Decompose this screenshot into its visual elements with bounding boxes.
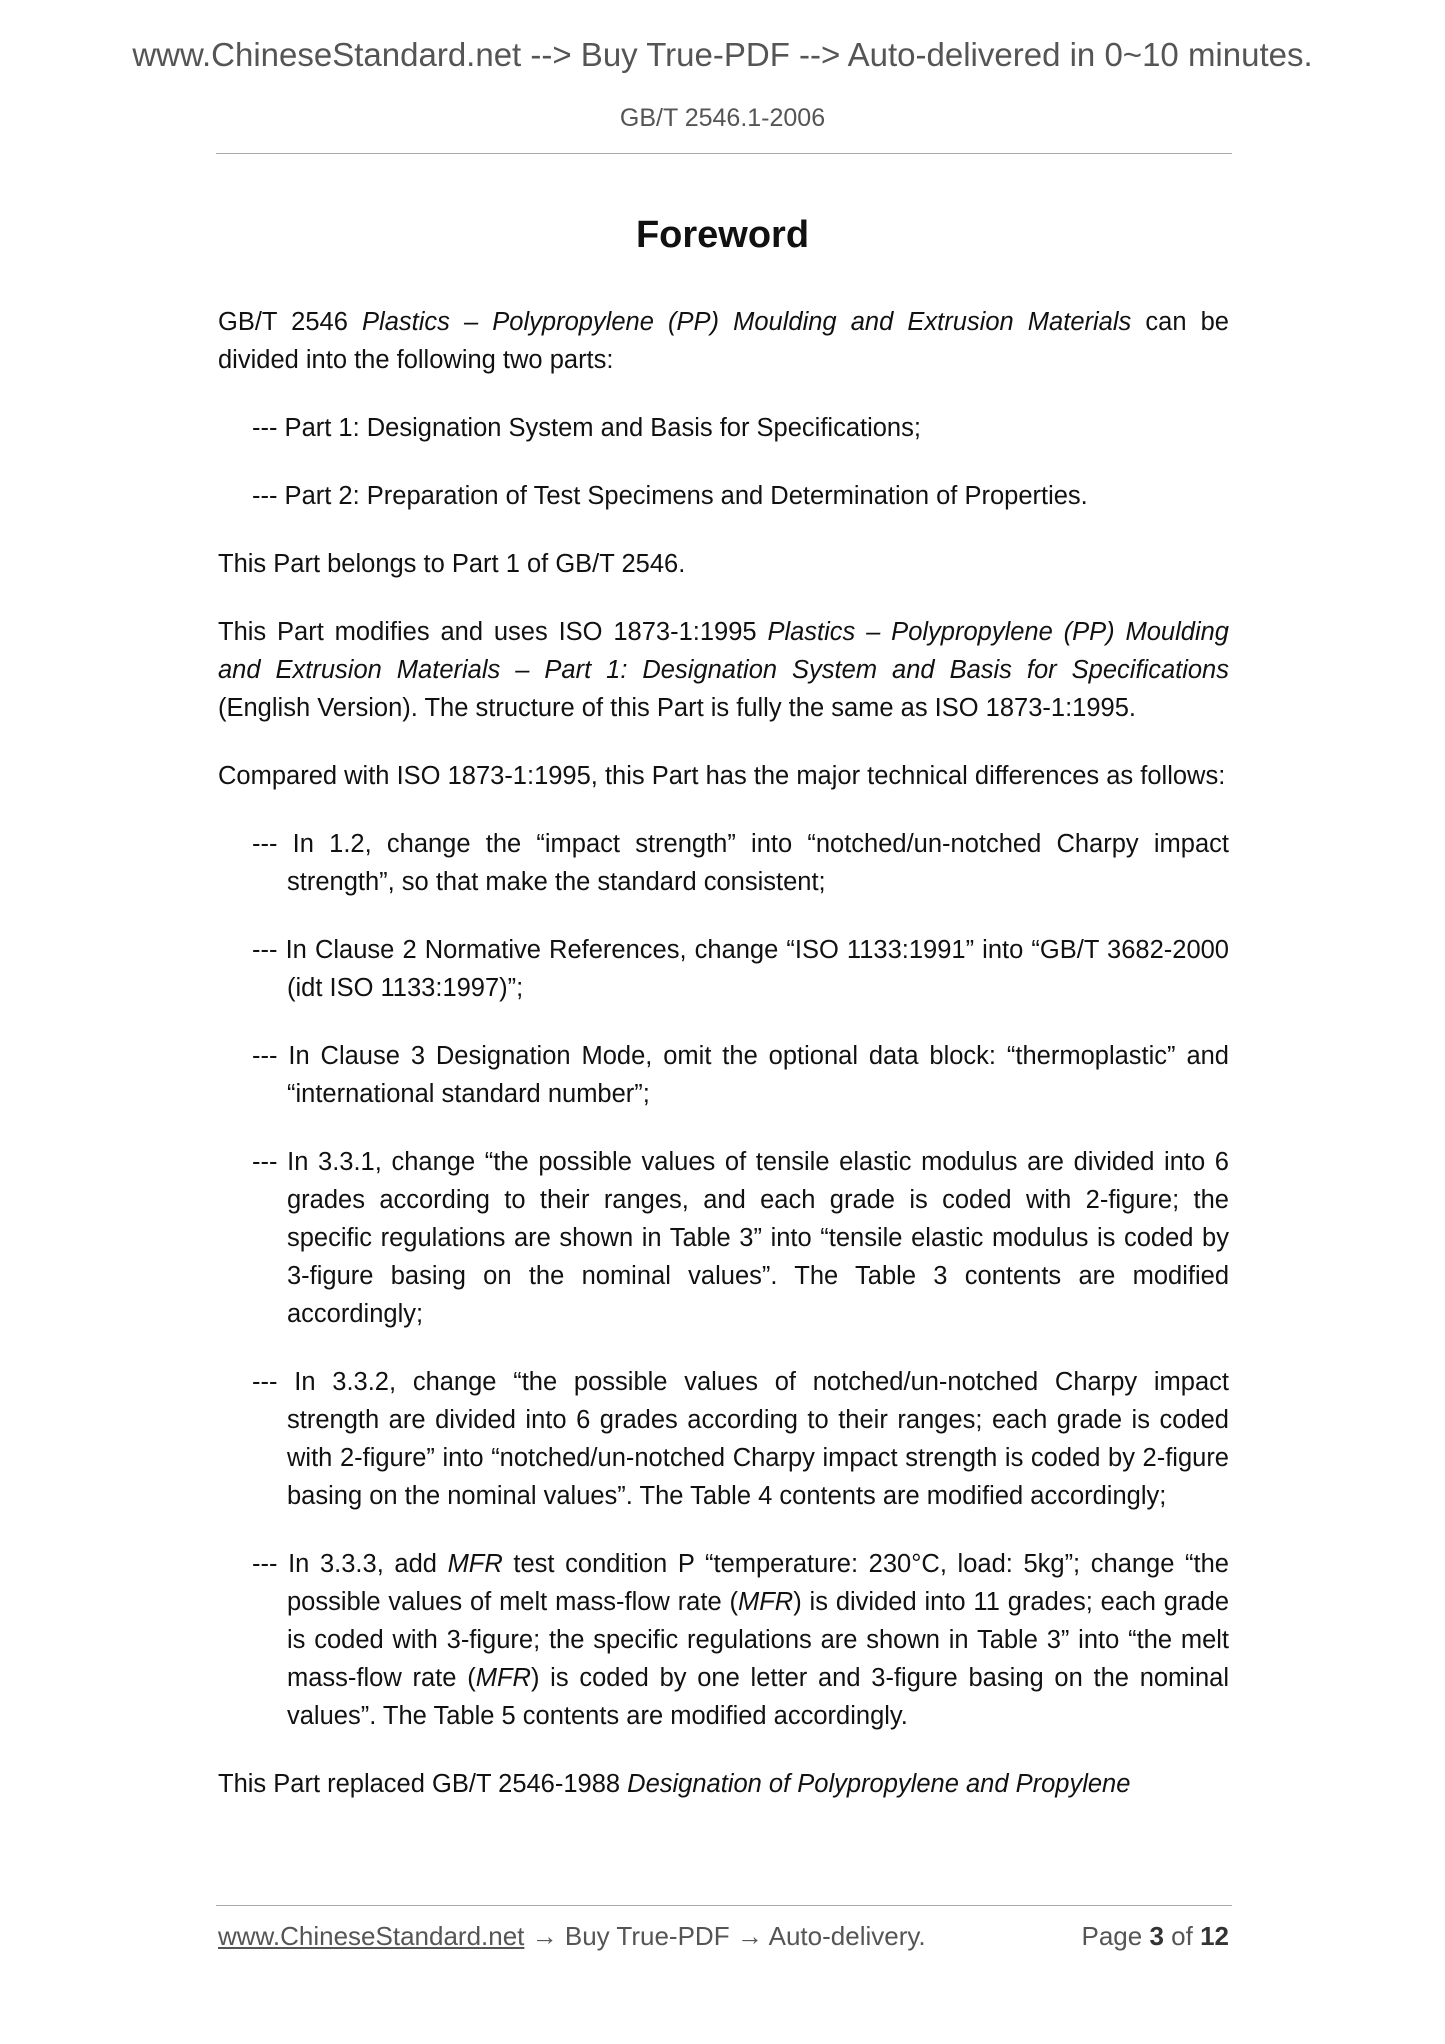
- text-span: ) is divided into 11 grades; each grade is coded with 3-figure; the specific regulations are shown in Table 3” into “the melt mass-flow rate (: [287, 1588, 1229, 1692]
- page-footer: [218, 1921, 1229, 1957]
- mfr-abbrev: MFR: [447, 1550, 503, 1578]
- standard-title: Plastics – Polypropylene (PP) Moulding and Extrusion Materials: [362, 308, 1132, 336]
- list-item-part2: --- Part 2: Preparation of Test Specimens and Determination of Properties.: [252, 482, 1088, 510]
- text-span: can be divided into the following two parts:: [218, 308, 1229, 374]
- page-title: Foreword: [635, 214, 810, 256]
- difference-item-2: --- In Clause 2 Normative References, change “ISO 1133:1991” into “GB/T 3682-2000 (idt ISO 1133:1997)”;: [252, 936, 1229, 1002]
- mfr-abbrev: MFR: [475, 1664, 531, 1692]
- page-number: [1081, 1921, 1229, 1952]
- text-span: --- In 3.3.3, add: [252, 1550, 448, 1578]
- page-label: Page: [1081, 1921, 1143, 1951]
- text-span: This Part replaced GB/T 2546-1988: [218, 1770, 628, 1798]
- website-link[interactable]: www.ChineseStandard.net: [218, 1921, 525, 1951]
- of-label: of: [1171, 1921, 1193, 1951]
- document-body: [218, 303, 1229, 1803]
- footer-delivery-text: Auto-delivery.: [768, 1921, 926, 1951]
- text-span: (English Version). The structure of this Part is fully the same as ISO 1873-1:1995.: [218, 694, 1136, 722]
- text-span: test condition P “temperature: 230°C, load: 5kg”; change “the possible values of melt mass-flow rate (: [287, 1550, 1229, 1616]
- mfr-abbrev: MFR: [737, 1588, 794, 1616]
- difference-item-1: --- In 1.2, change the “impact strength” into “notched/un-notched Charpy impact strength”, so that make the standard consistent;: [252, 830, 1229, 896]
- total-pages: 12: [1200, 1921, 1229, 1951]
- difference-item-6: [218, 1545, 1229, 1735]
- compared-paragraph: Compared with ISO 1873-1:1995, this Part has the major technical differences as follows:: [218, 762, 1226, 790]
- arrow-icon: →: [531, 1921, 558, 1951]
- top-banner: www.ChineseStandard.net --> Buy True-PDF --> Auto-delivered in 0~10 minutes.: [132, 36, 1313, 73]
- text-span: ) is coded by one letter and 3-figure basing on the nominal values”. The Table 5 contents are modified accordingly.: [287, 1664, 1229, 1730]
- footer-promo: [218, 1921, 926, 1952]
- text-span: This Part modifies and uses ISO 1873-1:1995: [218, 618, 768, 646]
- footer-buy-text: Buy True-PDF: [564, 1921, 730, 1951]
- modifies-paragraph: [218, 613, 1229, 727]
- replaced-standard-title: Designation of Polypropylene and Propylene: [627, 1770, 1131, 1798]
- arrow-icon: →: [736, 1921, 763, 1951]
- current-page: 3: [1149, 1921, 1164, 1951]
- header-divider: [216, 153, 1232, 154]
- difference-item-5: --- In 3.3.2, change “the possible values of notched/un-notched Charpy impact strength are divided into 6 grades according to their ranges; each grade is coded with 2-figure” into “notched/un-notched Charpy impact strength is coded by 2-figure basing on the nominal values”. The Table 4 contents are modified accordingly;: [252, 1368, 1229, 1510]
- intro-paragraph: [218, 303, 1229, 379]
- difference-item-3: --- In Clause 3 Designation Mode, omit the optional data block: “thermoplastic” and “international standard number”;: [252, 1042, 1229, 1108]
- iso-title: Plastics – Polypropylene (PP) Moulding and Extrusion Materials – Part 1: Designation System and Basis for Specifications: [218, 618, 1229, 684]
- footer-divider: [216, 1905, 1232, 1906]
- difference-item-4: --- In 3.3.1, change “the possible values of tensile elastic modulus are divided into 6 grades according to their ranges, and each grade is coded with 2-figure; the specific regulations are shown in Table 3” into “tensile elastic modulus is coded by 3-figure basing on the nominal values”. The Table 3 contents are modified accordingly;: [252, 1148, 1229, 1328]
- replaced-paragraph: [218, 1765, 1229, 1803]
- list-item-part1: --- Part 1: Designation System and Basis for Specifications;: [252, 414, 921, 442]
- text-span: GB/T 2546: [218, 308, 363, 336]
- belongs-paragraph: This Part belongs to Part 1 of GB/T 2546.: [218, 550, 686, 578]
- running-header: GB/T 2546.1-2006: [619, 104, 826, 132]
